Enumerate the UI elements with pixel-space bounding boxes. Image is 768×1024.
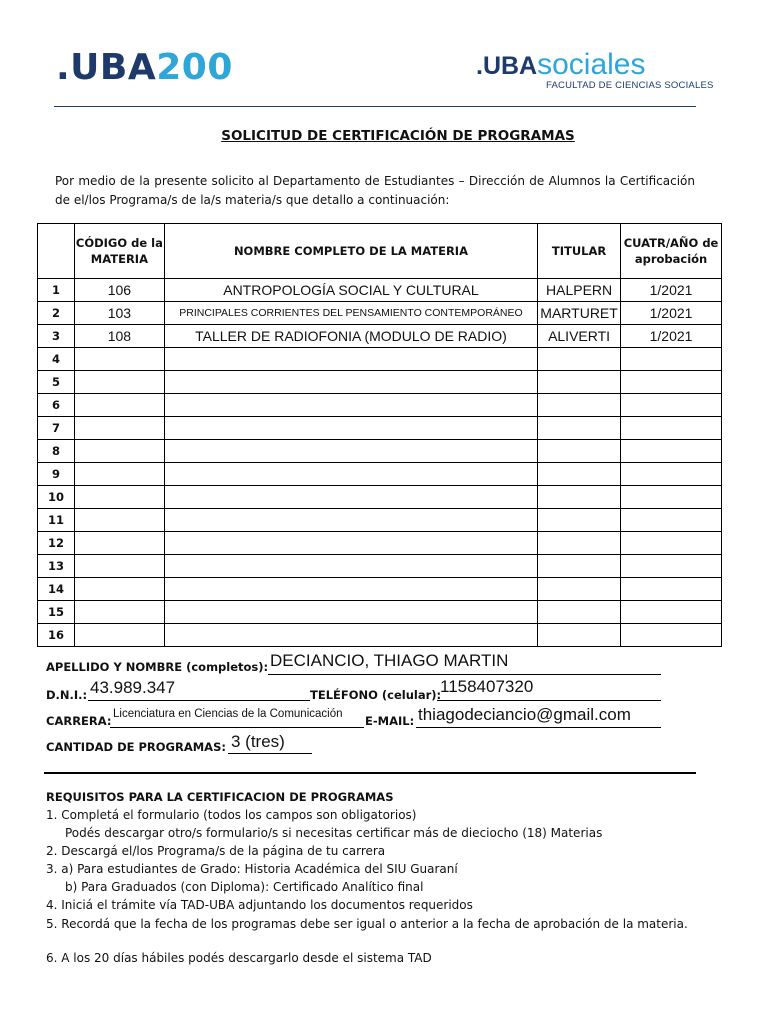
row-number[interactable]: 6 — [38, 394, 75, 417]
table-row — [38, 601, 722, 624]
row-number[interactable]: 12 — [38, 532, 75, 555]
table-row — [38, 624, 722, 647]
subject-code-cell[interactable] — [74, 371, 164, 394]
row-number[interactable]: 2 — [38, 302, 75, 325]
row-number[interactable]: 11 — [38, 509, 75, 532]
requirement-item: 1. Completá el formulario (todos los campos son obligatorios) — [46, 808, 417, 822]
term-cell[interactable] — [621, 394, 722, 417]
row-number[interactable]: 1 — [38, 279, 75, 302]
ubasociales-logo-word: sociales — [537, 48, 646, 81]
subject-code-cell[interactable] — [74, 417, 164, 440]
requirement-item: 4. Iniciá el trámite vía TAD-UBA adjuntando los documentos requeridos — [46, 898, 473, 912]
row-number[interactable]: 3 — [38, 325, 75, 348]
subject-code-cell[interactable] — [74, 509, 164, 532]
row-number[interactable]: 5 — [38, 371, 75, 394]
subject-code-cell[interactable] — [74, 348, 164, 371]
row-number[interactable]: 14 — [38, 578, 75, 601]
dni-label: D.N.I.: — [46, 688, 88, 702]
titular-cell[interactable] — [538, 532, 621, 555]
subject-name-cell[interactable] — [164, 532, 537, 555]
requirement-item: Podés descargar otro/s formulario/s si necesitas certificar más de dieciocho (18) Materias — [65, 826, 603, 840]
email-value: thiagodeciancio@gmail.com — [418, 705, 631, 724]
subject-name-cell[interactable] — [164, 371, 537, 394]
subject-code-cell[interactable]: 106 — [74, 279, 164, 302]
subject-name-cell[interactable] — [164, 417, 537, 440]
table-row — [38, 348, 722, 371]
table-row — [38, 302, 722, 325]
term-cell[interactable] — [621, 486, 722, 509]
row-number[interactable]: 9 — [38, 463, 75, 486]
subject-name-cell[interactable]: ANTROPOLOGÍA SOCIAL Y CULTURAL — [164, 279, 537, 302]
requirement-item: 6. A los 20 días hábiles podés descargarlo desde el sistema TAD — [46, 951, 432, 965]
uba200-logo-number: 200 — [156, 47, 233, 88]
requirement-item: 5. Recordá que la fecha de los programas debe ser igual o anterior a la fecha de aprobación de la materia. — [46, 917, 688, 931]
titular-cell[interactable] — [538, 509, 621, 532]
table-row — [38, 279, 722, 302]
titular-cell[interactable] — [538, 348, 621, 371]
row-number[interactable]: 15 — [38, 601, 75, 624]
term-cell[interactable] — [621, 509, 722, 532]
titular-cell[interactable] — [538, 486, 621, 509]
subject-code-cell[interactable] — [74, 624, 164, 647]
table-row — [38, 532, 722, 555]
subject-name-cell[interactable] — [164, 578, 537, 601]
row-number[interactable]: 10 — [38, 486, 75, 509]
table-row — [38, 394, 722, 417]
row-number[interactable]: 16 — [38, 624, 75, 647]
subject-code-cell[interactable] — [74, 532, 164, 555]
table-row — [38, 509, 722, 532]
requirements-title: REQUISITOS PARA LA CERTIFICACION DE PROGRAMAS — [46, 790, 394, 804]
titular-cell[interactable] — [538, 371, 621, 394]
row-number[interactable]: 8 — [38, 440, 75, 463]
phone-label: TELÉFONO (celular): — [310, 688, 442, 702]
subject-name-cell[interactable] — [164, 463, 537, 486]
term-cell[interactable] — [621, 463, 722, 486]
row-number[interactable]: 7 — [38, 417, 75, 440]
subject-code-cell[interactable] — [74, 578, 164, 601]
term-cell[interactable] — [621, 578, 722, 601]
subject-name-cell[interactable] — [164, 348, 537, 371]
table-row — [38, 417, 722, 440]
ubasociales-logo — [476, 48, 714, 91]
subject-name-cell[interactable]: TALLER DE RADIOFONIA (MODULO DE RADIO) — [164, 325, 537, 348]
document-title: SOLICITUD DE CERTIFICACIÓN DE PROGRAMAS — [221, 128, 575, 144]
table-row — [38, 486, 722, 509]
titular-cell[interactable]: ALIVERTI — [538, 325, 621, 348]
titular-cell[interactable] — [538, 555, 621, 578]
titular-cell[interactable]: MARTURET — [538, 302, 621, 325]
table-row — [38, 440, 722, 463]
career-label: CARRERA: — [46, 714, 112, 728]
ubasociales-logo-prefix: .UBA — [476, 52, 538, 80]
dni-value: 43.989.347 — [90, 678, 176, 697]
header-code: CÓDIGO de la MATERIA — [74, 224, 164, 279]
row-number[interactable]: 4 — [38, 348, 75, 371]
titular-cell[interactable] — [538, 440, 621, 463]
table-row — [38, 578, 722, 601]
subject-code-cell[interactable] — [74, 463, 164, 486]
header-term: CUATR/AÑO de aprobación — [621, 224, 722, 279]
program-count-label: CANTIDAD DE PROGRAMAS: — [46, 740, 226, 754]
titular-cell[interactable] — [538, 578, 621, 601]
term-cell[interactable] — [621, 440, 722, 463]
header-subject-name: NOMBRE COMPLETO DE LA MATERIA — [164, 224, 537, 279]
program-count-value: 3 (tres) — [231, 732, 285, 751]
table-row — [38, 463, 722, 486]
header-num — [38, 224, 75, 279]
subject-name-cell[interactable] — [164, 440, 537, 463]
uba200-logo-prefix: .UBA — [56, 47, 157, 88]
titular-cell[interactable] — [538, 394, 621, 417]
term-cell[interactable] — [621, 555, 722, 578]
subject-code-cell[interactable]: 108 — [74, 325, 164, 348]
term-cell[interactable] — [621, 371, 722, 394]
titular-cell[interactable] — [538, 624, 621, 647]
uba200-logo — [56, 44, 233, 92]
titular-cell[interactable] — [538, 417, 621, 440]
subject-name-cell[interactable] — [164, 624, 537, 647]
term-cell[interactable]: 1/2021 — [621, 279, 722, 302]
table-header-row — [38, 224, 722, 279]
requirement-item: b) Para Graduados (con Diploma): Certificado Analítico final — [65, 880, 424, 894]
subject-code-cell[interactable] — [74, 486, 164, 509]
term-cell[interactable]: 1/2021 — [621, 302, 722, 325]
requirement-item: 3. a) Para estudiantes de Grado: Historia Académica del SIU Guaraní — [46, 862, 458, 876]
term-cell[interactable] — [621, 532, 722, 555]
term-cell[interactable]: 1/2021 — [621, 325, 722, 348]
header-titular: TITULAR — [538, 224, 621, 279]
subjects-table — [37, 223, 722, 647]
row-number[interactable]: 13 — [38, 555, 75, 578]
phone-value: 1158407320 — [440, 677, 534, 696]
subject-name-cell[interactable] — [164, 601, 537, 624]
term-cell[interactable] — [621, 417, 722, 440]
subject-name-cell[interactable] — [164, 555, 537, 578]
name-value: DECIANCIO, THIAGO MARTIN — [270, 651, 509, 670]
subject-name-cell[interactable] — [164, 394, 537, 417]
titular-cell[interactable] — [538, 601, 621, 624]
titular-cell[interactable] — [538, 463, 621, 486]
subject-name-cell[interactable] — [164, 509, 537, 532]
subject-code-cell[interactable] — [74, 440, 164, 463]
subject-code-cell[interactable] — [74, 394, 164, 417]
table-row — [38, 371, 722, 394]
table-row — [38, 325, 722, 348]
requirement-item: 2. Descargá el/los Programa/s de la página de tu carrera — [46, 844, 386, 858]
term-cell[interactable] — [621, 601, 722, 624]
ubasociales-logo-subtitle: FACULTAD DE CIENCIAS SOCIALES — [546, 80, 714, 91]
subject-code-cell[interactable] — [74, 555, 164, 578]
email-label: E-MAIL: — [365, 714, 415, 728]
subject-code-cell[interactable]: 103 — [74, 302, 164, 325]
intro-paragraph: Por medio de la presente solicito al Departamento de Estudiantes – Dirección de Alumnos la Certificación de el/los Programa/s de la/s materia/s que detallo a continuación: — [55, 174, 695, 207]
titular-cell[interactable]: HALPERN — [538, 279, 621, 302]
term-cell[interactable] — [621, 624, 722, 647]
career-value: Licenciatura en Ciencias de la Comunicación — [113, 708, 343, 720]
name-label: APELLIDO Y NOMBRE (completos): — [46, 660, 269, 674]
subject-name-cell[interactable] — [164, 486, 537, 509]
term-cell[interactable] — [621, 348, 722, 371]
table-row — [38, 555, 722, 578]
subject-name-cell[interactable]: PRINCIPALES CORRIENTES DEL PENSAMIENTO CONTEMPORÁNEO — [164, 302, 537, 325]
section-divider — [44, 772, 696, 774]
header-divider — [54, 106, 696, 107]
subject-code-cell[interactable] — [74, 601, 164, 624]
